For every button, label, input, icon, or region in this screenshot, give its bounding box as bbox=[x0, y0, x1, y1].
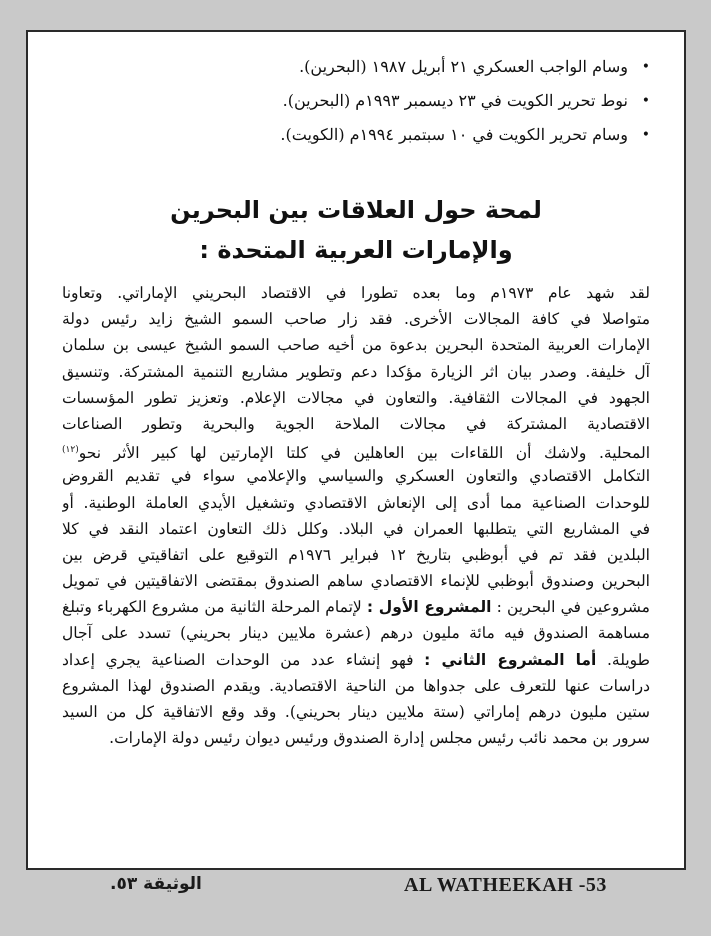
heading-line-2: والإمارات العربية المتحدة : bbox=[199, 236, 513, 264]
bullet-icon: • bbox=[641, 127, 650, 143]
footer-page-label-english: AL WATHEEKAH -53 bbox=[404, 874, 607, 896]
body-line: لقد شهد عام ١٩٧٣م وما بعده تطورا في الاقتصاد البحريني الإماراتي. وتعاونا bbox=[62, 284, 650, 302]
body-paragraph bbox=[62, 280, 650, 751]
body-line-with-footnote bbox=[62, 437, 650, 463]
list-item-text: وسام الواجب العسكري ٢١ أبريل ١٩٨٧ (البحرين). bbox=[299, 57, 628, 76]
bold-term: أما المشروع الثاني : bbox=[424, 650, 597, 669]
bullet-icon: • bbox=[641, 93, 650, 109]
footnote-marker: (١٢) bbox=[62, 445, 79, 456]
body-line: الجهود في المجالات الثقافية. والتعاون في مجالات الإعلام. وتعزيز تطور المؤسسات bbox=[62, 388, 650, 407]
body-line: التكامل الاقتصادي والتعاون العسكري والسياسي والإعلامي سواء في تقديم القروض bbox=[62, 467, 650, 486]
page-content bbox=[62, 50, 650, 751]
body-line: آل خليفة. وصدر بيان اثر الزيارة مؤكدا دعم وتطوير مشاريع التنمية المشتركة. وتنسيق bbox=[62, 362, 650, 381]
body-line: متواصلا في كافة المجالات الأخرى. فقد زار صاحب السمو الشيخ زايد رئيس دولة bbox=[62, 310, 650, 329]
bullet-icon: • bbox=[641, 59, 650, 75]
list-item bbox=[62, 84, 650, 118]
body-line: دراسات عنها للتعرف على جدواها من الناحية الاقتصادية. ويقدم الصندوق لهذا المشروع bbox=[62, 676, 650, 695]
body-line: البحرين وصندوق أبوظبي للإنماء الاقتصادي ساهم الصندوق بمقتضى الاتفاقيتين في تمويل bbox=[62, 572, 650, 591]
list-item bbox=[62, 50, 650, 84]
body-line: للوحدات الصناعية مما أدى إلى الإنعاش الاقتصادي وتشغيل الأيدي العاملة الوطنية. أو bbox=[62, 493, 650, 512]
body-line: طويلة. أما المشروع الثاني : فهو إنشاء عدد من الوحدات الصناعية يجري إعداد bbox=[62, 650, 650, 669]
body-line: ستين مليون درهم إماراتي (ستة ملايين دينار بحريني). وقد وقع الاتفاقية كل من السيد bbox=[62, 703, 650, 721]
body-line: سرور بن محمد نائب رئيس مجلس إدارة الصندوق ورئيس ديوان رئيس دولة الإمارات. bbox=[109, 729, 650, 748]
footer-page-label-arabic: الوثيقة ٥٣. bbox=[110, 874, 202, 894]
body-line: الإمارات العربية المتحدة البحرين بدعوة من أخيه صاحب السمو الشيخ عيسى بن سلمان bbox=[62, 336, 650, 355]
body-line: في المشاريع التي يتطلبها العمران في البلاد. وكلل ذلك التعاون اعتماد النقد في كلا bbox=[62, 519, 650, 538]
bold-term: المشروع الأول : bbox=[366, 598, 492, 617]
page-frame bbox=[26, 30, 686, 870]
page-footer bbox=[0, 872, 711, 902]
list-item-text: وسام تحرير الكويت في ١٠ سبتمبر ١٩٩٤م (الكويت). bbox=[280, 125, 628, 144]
medals-list bbox=[62, 50, 650, 152]
body-line-text: المحلية. ولاشك أن اللقاءات بين العاهلين في كلتا الإمارتين لها كبير الأثر نحو bbox=[78, 444, 650, 463]
body-line: الاقتصادية المشتركة في مجالات الملاحة الجوية والبحرية وتطور الصناعات bbox=[62, 414, 650, 433]
body-line: مشروعين في البحرين : المشروع الأول : لإتمام المرحلة الثانية من مشروع الكهرباء وتبلغ bbox=[62, 598, 650, 617]
body-line: البلدين فقد تم في أبوظبي بتاريخ ١٢ فبراير ١٩٧٦م التوقيع على اتفاقيتي قرض بين bbox=[62, 545, 650, 564]
list-item-text: نوط تحرير الكويت في ٢٣ ديسمبر ١٩٩٣م (البحرين). bbox=[282, 91, 628, 110]
body-line: مساهمة الصندوق فيه مائة مليون درهم (عشرة ملايين دينار بحريني) تسدد على آجال bbox=[62, 624, 650, 643]
heading-line-1: لمحة حول العلاقات بين البحرين bbox=[170, 196, 542, 224]
list-item bbox=[62, 118, 650, 152]
section-heading bbox=[62, 190, 650, 270]
